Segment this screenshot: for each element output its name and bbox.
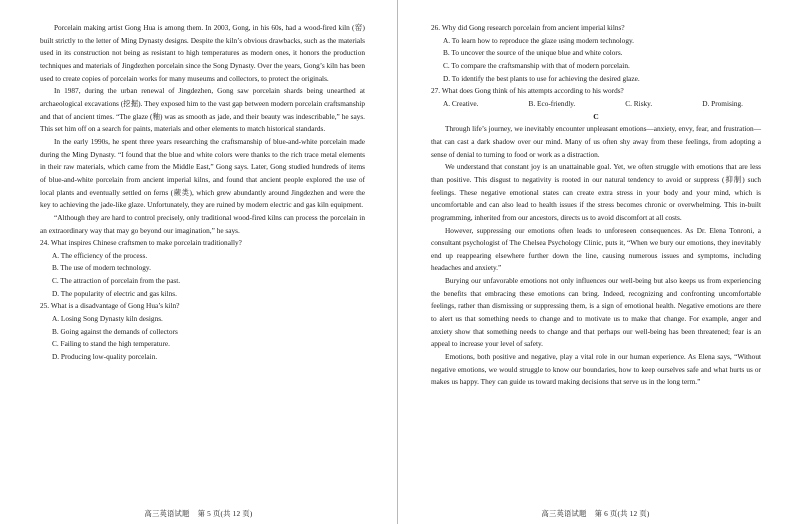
right-page xyxy=(397,0,794,524)
question-27-option-a: A. Creative. xyxy=(443,98,479,108)
question-26-option-d: D. To identify the best plants to use for achieving the desired glaze. xyxy=(443,73,640,83)
question-25-option-b: B. Going against the demands of collectors xyxy=(52,326,178,336)
passage-paragraph: In 1987, during the urban renewal of Jingdezhen, Gong saw porcelain shards being unearthed at archaeological excavations (挖掘). They exposed him to the vast gap between modern porcelain craftsmanship and that of ancient times. “The glaze (釉) was as smooth as jade, and their beauty was indescribable,” he says. This set him off on a search for paints, materials and other elements to match historical standards. xyxy=(40,86,365,134)
question-27-stem: 27. What does Gong think of his attempts according to his words? xyxy=(431,86,624,96)
passage-paragraph: Emotions, both positive and negative, play a vital role in our human experience. As Elena says, “Without negative emotions, we would struggle to know our boundaries, how to keep ourselves safe and what hurts us or makes us happy. They can guide us toward making decisions that serve us in the long term.” xyxy=(431,352,761,387)
footer-page-number: 第 5 页(共 12 页) xyxy=(197,509,253,518)
question-27-options xyxy=(443,98,743,111)
passage-paragraph: “Although they are hard to control precisely, only traditional wood-fired kilns can process the porcelain in an extraordinary way that may go beyond our imagination,” he says. xyxy=(40,212,365,235)
passage-paragraph: In the early 1990s, he spent three years researching the craftsmanship of blue-and-white porcelain made during the Ming Dynasty. “I found that the blue and white colors were thanks to the rich trace metal elements in their raw materials, which came from the Middle East,” Gong says. Later, Gong studied hundreds of items of blue-and-white porcelain from ancient imperial kilns, and found that ancient people explored the use of local plants and eventually settled on ferns (蕨类), which grew abundantly around Jingdezhen and were the key to achieving the jade-like glaze. Unfortunately, they are ruined by modern electric and gas kiln equipment. xyxy=(40,136,365,210)
question-27-option-b: B. Eco-friendly. xyxy=(528,98,576,108)
question-25-option-a: A. Losing Song Dynasty kiln designs. xyxy=(52,314,163,324)
footer-title: 高三英语试题 xyxy=(144,509,190,518)
question-24-option-d: D. The popularity of electric and gas kilns. xyxy=(52,288,177,298)
question-26-option-a: A. To learn how to reproduce the glaze using modern technology. xyxy=(443,35,634,45)
page-footer xyxy=(397,509,794,519)
footer-page-number: 第 6 页(共 12 页) xyxy=(594,509,650,518)
question-26-option-b: B. To uncover the source of the unique blue and white colors. xyxy=(443,48,623,58)
question-24-option-b: B. The use of modern technology. xyxy=(52,263,151,273)
question-27-option-d: D. Promising. xyxy=(702,98,743,108)
passage-paragraph: We understand that constant joy is an unattainable goal. Yet, we often struggle with emotions that are less than positive. This disgust to negativity is rooted in our natural tendency to avoid or suppress (抑制) such feelings. These negative emotional states can create extra stress in your body and your mind, which is uncomfortable and can also lead to health issues if the stress becomes chronic or overwhelming. This in-built programming, inherited from our ancestors, directs us to avoid discomfort at all costs. xyxy=(431,162,761,222)
right-column xyxy=(431,22,761,389)
question-24-option-a: A. The efficiency of the process. xyxy=(52,250,148,260)
passage-paragraph: Through life’s journey, we inevitably encounter unpleasant emotions—anxiety, envy, fear, and frustration—that can cast a dark shadow over our mind. Many of us often shy away from these feelings, from adopting a sense of denial to turning to food or work as a distraction. xyxy=(431,124,761,159)
page-footer xyxy=(0,509,397,519)
passage-paragraph: However, suppressing our emotions often leads to unforeseen consequences. As Dr. Elena Tonroni, a consultant psychologist of The Chelsea Psychology Clinic, puts it, “When we bury our emotions, they inevitably end up reappearing elsewhere further down the line, causing numerous issues and symptoms, including headaches and anxiety.” xyxy=(431,225,761,273)
question-26-stem: 26. Why did Gong research porcelain from ancient imperial kilns? xyxy=(431,23,625,32)
question-24-option-c: C. The attraction of porcelain from the past. xyxy=(52,276,181,286)
question-25-option-d: D. Producing low-quality porcelain. xyxy=(52,352,158,362)
footer-title: 高三英语试题 xyxy=(541,509,587,518)
left-column xyxy=(40,22,365,364)
question-25-option-c: C. Failing to stand the high temperature. xyxy=(52,339,170,349)
section-heading: C xyxy=(593,111,599,121)
passage-paragraph: Burying our unfavorable emotions not only influences our well-being but also keeps us from experiencing the benefits that embracing these emotions can bring. Indeed, recognizing and confronting uncomfortable feelings, rather than dismissing or suppressing them, is a sign of emotional health. Negative emotions are there to alert us that something needs to change and to motivate us to make that change. For example, anger and anxiety show that something needs to change and that perhaps our well-being has been threatened; fear is an appeal to increase your level of safety. xyxy=(431,276,761,349)
question-24-stem: 24. What inspires Chinese craftsmen to make porcelain traditionally? xyxy=(40,238,242,248)
question-27-option-c: C. Risky. xyxy=(625,98,653,108)
question-25-stem: 25. What is a disadvantage of Gong Hua’s kiln? xyxy=(40,301,180,311)
question-26-option-c: C. To compare the craftsmanship with that of modern porcelain. xyxy=(443,60,630,70)
passage-paragraph: Porcelain making artist Gong Hua is among them. In 2003, Gong, in his 60s, had a wood-fired kiln (窑) built strictly to the letter of Ming Dynasty designs. Despite the kiln’s obvious drawbacks, such as the materials used in its construction not being as resistant to high temperatures as modern ones, it honors the production techniques and materials of Jingdezhen porcelain since the Song Dynasty. Over the years, Gong’s kiln has been used to create copies of porcelain works for many museums and collectors, to protect the originals. xyxy=(40,23,365,83)
